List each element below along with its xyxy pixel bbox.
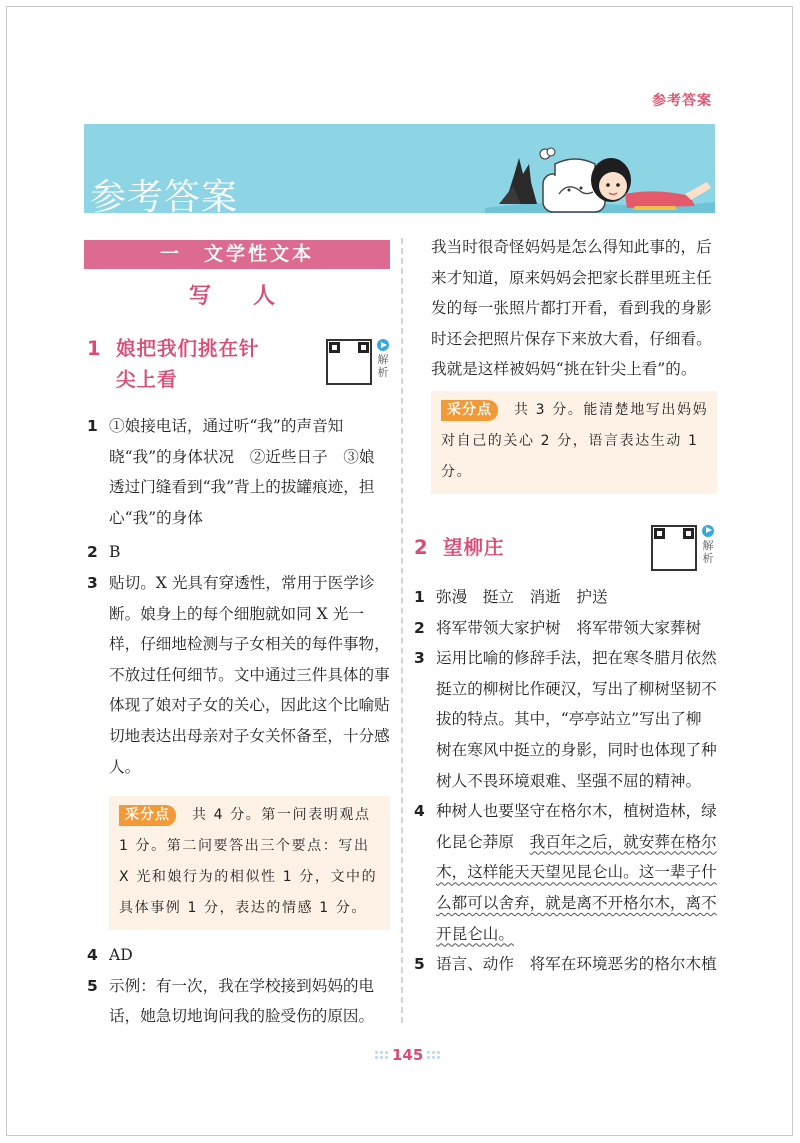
answer-text: 将军带领大家护树 将军带领大家葬树	[436, 618, 702, 637]
answer-number: 4	[87, 946, 98, 965]
answer-item	[84, 411, 390, 533]
answer-item	[84, 971, 390, 1032]
banner-title: 参考答案	[90, 177, 239, 213]
section-title: 一 文学性文本	[84, 240, 390, 269]
scoring-label: 采分点	[119, 805, 176, 826]
answer-number: 4	[414, 802, 425, 821]
scoring-label: 采分点	[441, 400, 498, 421]
scoring-points-box	[431, 391, 717, 494]
answer-number: 3	[87, 573, 98, 592]
answer-text: 种树人也要坚守在格尔木，植树造林，绿化昆仑莽原	[436, 802, 717, 851]
answer-number: 2	[87, 543, 98, 562]
answer-item	[411, 582, 717, 613]
dots-ornament-left	[375, 1051, 388, 1059]
answer-item	[84, 940, 390, 971]
analysis-label[interactable]	[375, 339, 391, 379]
lesson-number: 1	[87, 337, 101, 360]
answers-banner	[84, 124, 715, 213]
lesson-title: 娘把我们挑在针尖上看	[116, 337, 260, 391]
answer-item	[411, 613, 717, 644]
reading-girl-illustration	[485, 124, 715, 213]
answer-item	[84, 537, 390, 568]
continuation-text: 我当时很奇怪妈妈是怎么得知此事的，后来才知道，原来妈妈会把家长群里班主任发的每一张照片都打开看，看到我的身影时还会把照片保存下来放大看，仔细看。我就是这样被妈妈“挑在针尖上看”的。	[431, 238, 712, 379]
quoted-text: 我百年之后，就安葬在格尔木，这样能天天望见昆仑山。这一辈子什么都可以舍弃，就是离不开格尔木，离不开昆仑山。	[436, 832, 717, 943]
lesson-1-heading	[84, 333, 390, 403]
answer-number: 1	[87, 417, 98, 435]
left-column	[84, 240, 390, 1032]
answer-text: 语言、动作 将军在环境恶劣的格尔木植	[436, 955, 717, 974]
page-number-text: 145	[392, 1046, 424, 1064]
answer-text: 示例：有一次，我在学校接到妈妈的电话，她急切地询问我的脸受伤的原因。	[109, 976, 375, 1026]
answer-number: 1	[414, 587, 425, 606]
lesson-2-heading	[411, 524, 717, 578]
answer-item	[411, 949, 717, 980]
scoring-points-box	[109, 796, 390, 930]
answer-item	[411, 643, 717, 796]
column-divider	[401, 238, 403, 1023]
qr-code-icon[interactable]	[326, 339, 372, 385]
analysis-text: 解析	[377, 353, 389, 379]
answer-number: 5	[87, 976, 98, 995]
dots-ornament-right	[427, 1051, 440, 1059]
answer-number: 5	[414, 955, 425, 974]
scoring-text: 共 3 分。能清楚地写出妈妈对自己的关心 2 分，语言表达生动 1 分。	[441, 401, 709, 480]
analysis-text: 解析	[702, 538, 714, 565]
play-icon	[702, 525, 714, 537]
scoring-text: 共 4 分。第一问表明观点 1 分。第二问要答出三个要点：写出 X 光和娘行为的相似性 1 分，文中的具体事例 1 分，表达的情感 1 分。	[119, 807, 378, 917]
answer-number: 2	[414, 618, 425, 637]
answer-item	[84, 568, 390, 782]
answer-text: AD	[109, 946, 133, 965]
page-number	[375, 1046, 440, 1064]
answer-text: 贴切。X 光具有穿透性，常用于医学诊断。娘身上的每个细胞就如同 X 光一样，仔细地检测与子女相关的每件事物，不放过任何细节。文中通过三件具体的事体现了娘对子女的关心，因此这个比喻贴切地表达出母亲对子女关怀备至，十分感人。	[109, 573, 390, 776]
right-column	[411, 232, 717, 980]
lesson-title: 望柳庄	[443, 535, 505, 559]
answer-number: 3	[414, 649, 425, 668]
answer-item	[411, 796, 717, 949]
running-header: 参考答案	[652, 93, 712, 109]
qr-code-icon[interactable]	[651, 525, 697, 571]
answer-text: 弥漫 挺立 消逝 护送	[436, 587, 608, 606]
subsection-title: 写 人	[188, 284, 285, 309]
answer-continuation	[411, 232, 717, 385]
answer-text: ①娘接电话，通过听“我”的声音知晓“我”的身体状况 ②近些日子 ③娘透过门缝看到“我”背上的拔罐痕迹，担心“我”的身体	[109, 417, 375, 527]
answer-text: B	[109, 543, 121, 562]
lesson-number: 2	[414, 535, 428, 559]
play-icon	[377, 339, 389, 351]
answer-text: 运用比喻的修辞手法，把在寒冬腊月依然挺立的柳树比作硬汉，写出了柳树坚韧不拔的特点。其中，“亭亭站立”写出了柳树在寒风中挺立的身影，同时也体现了种树人不畏环境艰难、坚强不屈的精神。	[436, 649, 717, 790]
analysis-label[interactable]	[700, 525, 716, 565]
